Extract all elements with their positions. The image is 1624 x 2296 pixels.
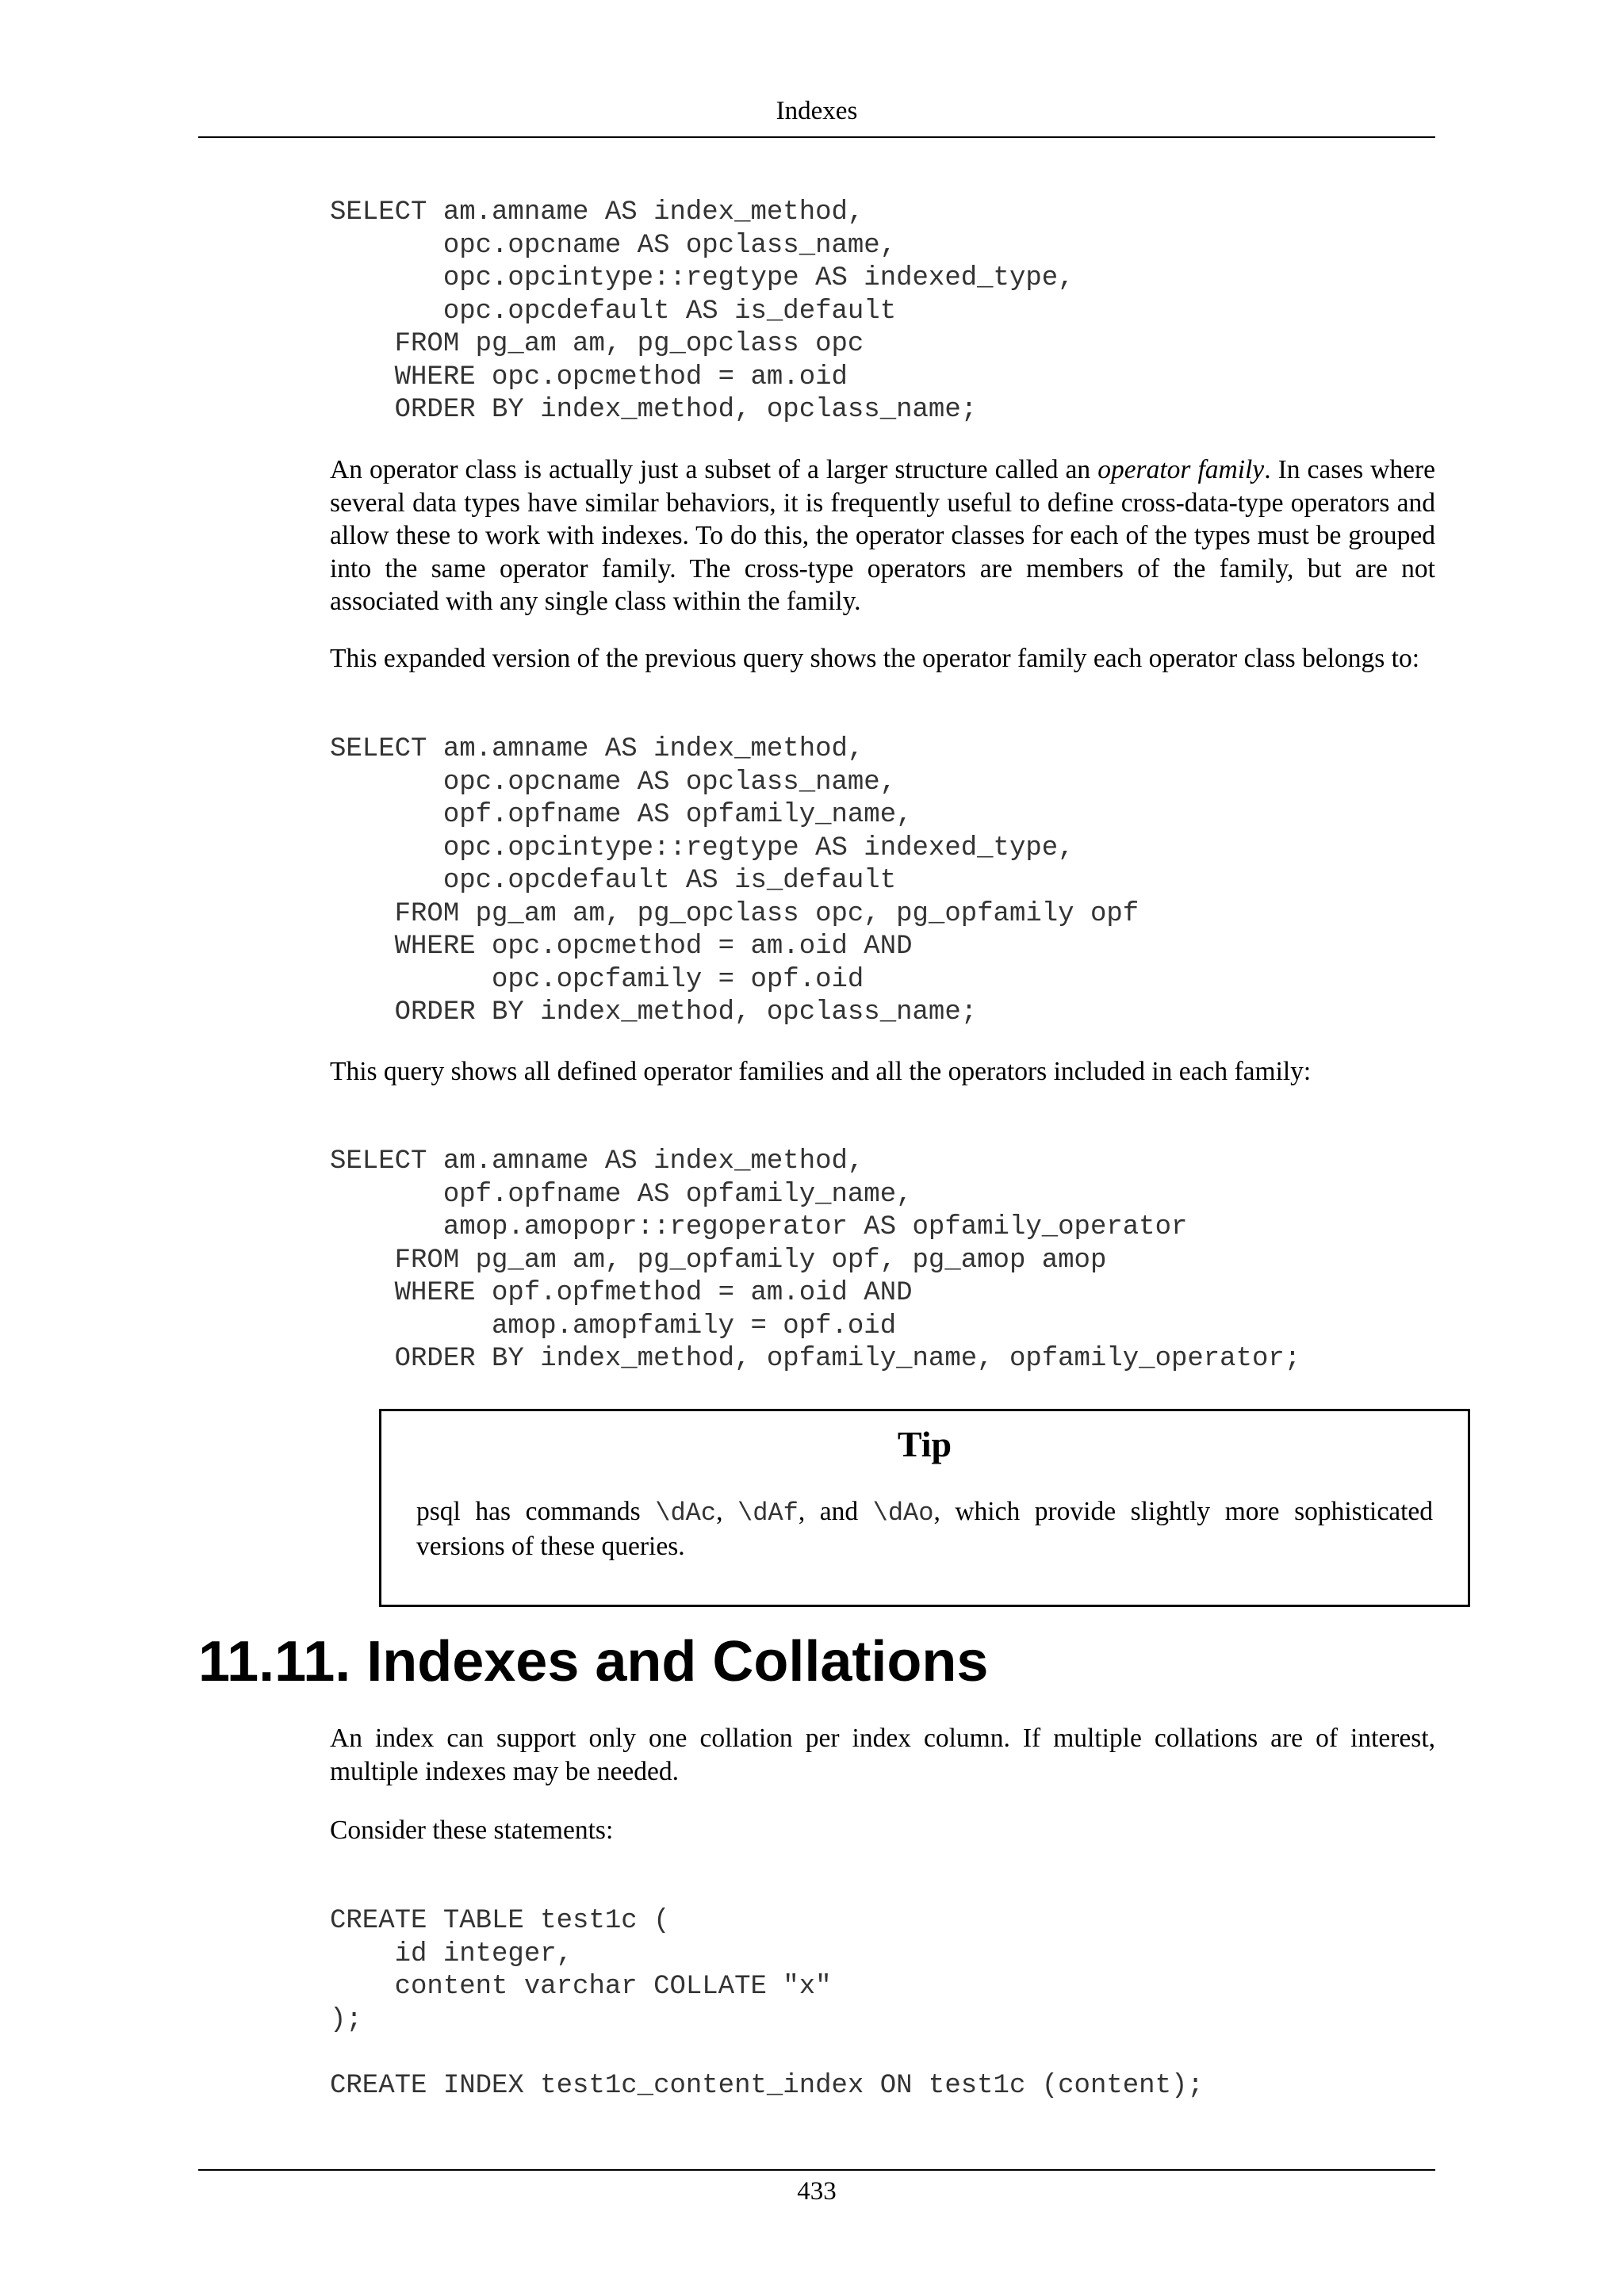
code-block-opfamily-query: SELECT am.amname AS index_method, opc.opcname AS opclass_name, opf.opfname AS opfamily_name, opc.opcintype::regtype AS indexed_type, opc.opcdefault AS is_default FROM pg_am am, pg_opclass opc, pg_opfamily opf WHERE opc.opcmethod = am.oid AND opc.opcfamily = opf.oid ORDER BY index_method, opclass_name; xyxy=(330,734,1139,1027)
footer-rule xyxy=(198,2169,1435,2171)
running-header: Indexes xyxy=(776,97,858,125)
header-rule xyxy=(198,136,1435,138)
tip-separator: , and xyxy=(798,1497,873,1526)
paragraph-families-query-intro: This query shows all defined operator families and all the operators included in each family: xyxy=(330,1057,1312,1086)
paragraph-text: An operator class is actually just a subset of a larger structure called an xyxy=(330,455,1098,484)
tip-title: Tip xyxy=(897,1424,952,1464)
paragraph-operator-family xyxy=(330,453,1435,618)
code-block-opclass-query: SELECT am.amname AS index_method, opc.opcname AS opclass_name, opc.opcintype::regtype AS indexed_type, opc.opcdefault AS is_default FROM pg_am am, pg_opclass opc WHERE opc.opcmethod = am.oid ORDER BY index_method, opclass_name; xyxy=(330,197,1074,425)
paragraph-collation-intro: An index can support only one collation per index column. If multiple collations are of interest, multiple indexes may be needed. xyxy=(330,1724,1435,1786)
tip-box xyxy=(379,1409,1470,1607)
code-block-operators-query: SELECT am.amname AS index_method, opf.opfname AS opfamily_name, amop.amopopr::regoperator AS opfamily_operator FROM pg_am am, pg_opfamily opf, pg_amop amop WHERE opf.opfmethod = am.oid AND amop.amopfamily = opf.oid ORDER BY index_method, opfamily_name, opfamily_operator; xyxy=(330,1146,1301,1374)
tip-text: psql has commands xyxy=(416,1497,656,1526)
term-operator-family: operator family xyxy=(1097,455,1265,484)
tip-body xyxy=(416,1495,1433,1563)
tip-text: , which provide slightly more sophisticated versions of these queries. xyxy=(416,1497,1433,1561)
page-number: 433 xyxy=(797,2177,837,2206)
paragraph-text: . In cases where several data types have similar behaviors, it is frequently useful to define cross-data-type operators and allow these to work with indexes. To do this, the operator classes for each of the types must be grouped into the same operator family. The cross-type operators are members of the family, but are not associated with any single class within the family. xyxy=(330,455,1435,616)
paragraph-expanded-query-intro: This expanded version of the previous query shows the operator family each operator class belongs to: xyxy=(330,644,1420,673)
section-heading: 11.11. Indexes and Collations xyxy=(198,1630,989,1693)
tip-separator: , xyxy=(716,1497,737,1526)
tip-command-dao: \dAo xyxy=(872,1498,934,1528)
tip-command-dac: \dAc xyxy=(655,1498,717,1528)
code-block-create-statements: CREATE TABLE test1c ( id integer, content varchar COLLATE "x" ); CREATE INDEX test1c_content_index ON test1c (content); xyxy=(330,1906,1204,2101)
paragraph-consider-statements: Consider these statements: xyxy=(330,1816,614,1845)
tip-command-daf: \dAf xyxy=(737,1498,799,1528)
